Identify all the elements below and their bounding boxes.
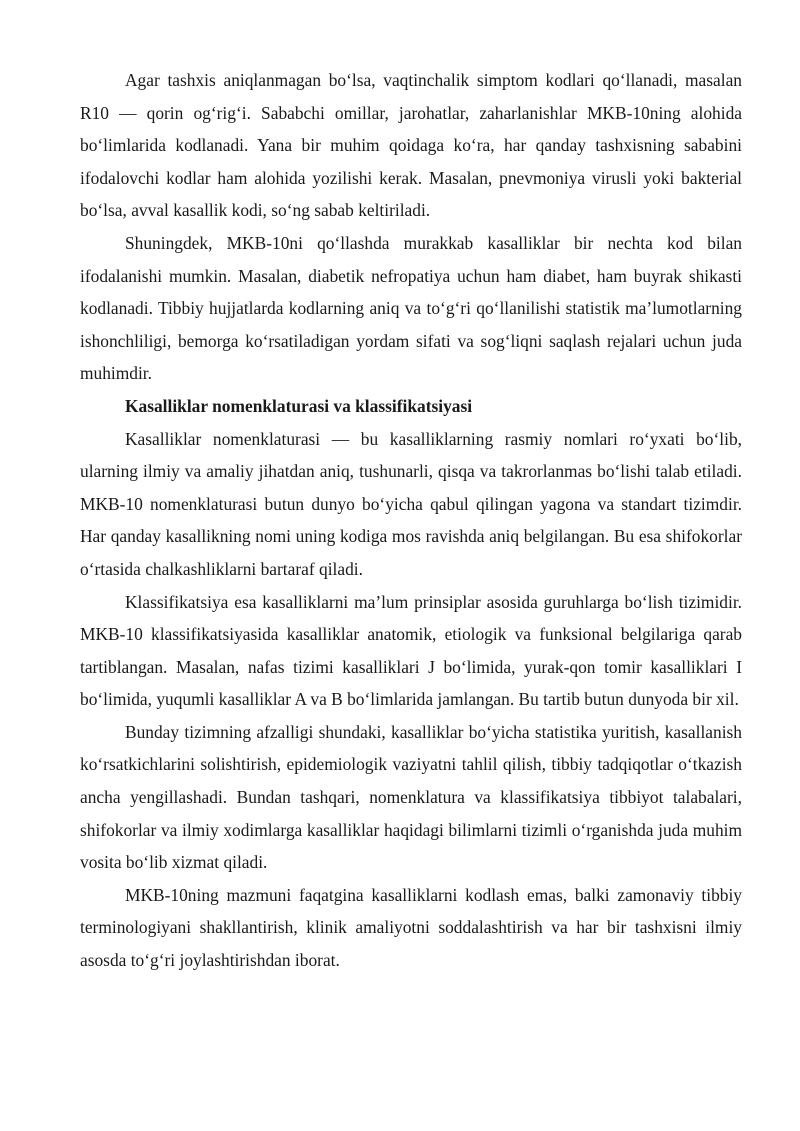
paragraph-classification: Klassifikatsiya esa kasalliklarni maʼlum prinsiplar asosida guruhlarga boʻlish tizimidir. MKB-10 klassifikatsiyasida kasalliklar anatomik, etiologik va funksional belgilariga qarab tartiblangan. Masalan, nafas tizimi kasalliklari J boʻlimida, yurak-qon tomir kasalliklari I boʻlimida, yuqumli kasalliklar A va B boʻlimlarida jamlangan. Bu tartib butun dunyoda bir xil.	[80, 591, 742, 710]
paragraph-advantages: Bunday tizimning afzalligi shundaki, kasalliklar boʻyicha statistika yuritish, kasallanish koʻrsatkichlarini solishtirish, epidemiologik vaziyatni tahlil qilish, tibbiy tadqiqotlar oʻtkazish ancha yengillashadi. Bundan tashqari, nomenklatura va klassifikatsiya tibbiyot talabalari, shifokorlar va ilmiy xodimlarga kasalliklar haqidagi bilimlarni tizimli oʻrganishda juda muhim vosita boʻlib xizmat qiladi.	[80, 721, 742, 873]
paragraph-nomenclature: Kasalliklar nomenklaturasi — bu kasalliklarning rasmiy nomlari roʻyxati boʻlib, ularning ilmiy va amaliy jihatdan aniq, tushunarli, qisqa va takrorlanmas boʻlishi talab etiladi. MKB-10 nomenklaturasi butun dunyo boʻyicha qabul qilingan yagona va standart tizimdir. Har qanday kasallikning nomi uning kodiga mos ravishda aniq belgilangan. Bu esa shifokorlar oʻrtasida chalkashliklarni bartaraf qiladi.	[80, 428, 742, 579]
paragraph-conclusion: MKB-10ning mazmuni faqatgina kasalliklarni kodlash emas, balki zamonaviy tibbiy terminologiyani shakllantirish, klinik amaliyotni soddalashtirish va har bir tashxisni ilmiy asosda toʻgʻri joylashtirishdan iborat.	[80, 884, 742, 971]
paragraph-multiple-codes: Shuningdek, MKB-10ni qoʻllashda murakkab kasalliklar bir nechta kod bilan ifodalanishi mumkin. Masalan, diabetik nefropatiya uchun ham diabet, ham buyrak shikasti kodlanadi. Tibbiy hujjatlarda kodlarning aniq va toʻgʻri qoʻllanilishi statistik maʼlumotlarning ishonchliligi, bemorga koʻrsatiladigan yordam sifati va sogʻliqni saqlash rejalari uchun juda muhimdir.	[80, 232, 742, 384]
paragraph-temporary-codes: Agar tashxis aniqlanmagan boʻlsa, vaqtinchalik simptom kodlari qoʻllanadi, masalan R10 — qorin ogʻrigʻi. Sababchi omillar, jarohatlar, zaharlanishlar MKB-10ning alohida boʻlimlarida kodlanadi. Yana bir muhim qoidaga koʻra, har qanday tashxisning sababini ifodalovchi kodlar ham alohida yozilishi kerak. Masalan, pnevmoniya virusli yoki bakterial boʻlsa, avval kasallik kodi, soʻng sabab keltiriladi.	[80, 70, 742, 221]
section-heading: Kasalliklar nomenklaturasi va klassifikatsiyasi	[125, 395, 473, 416]
